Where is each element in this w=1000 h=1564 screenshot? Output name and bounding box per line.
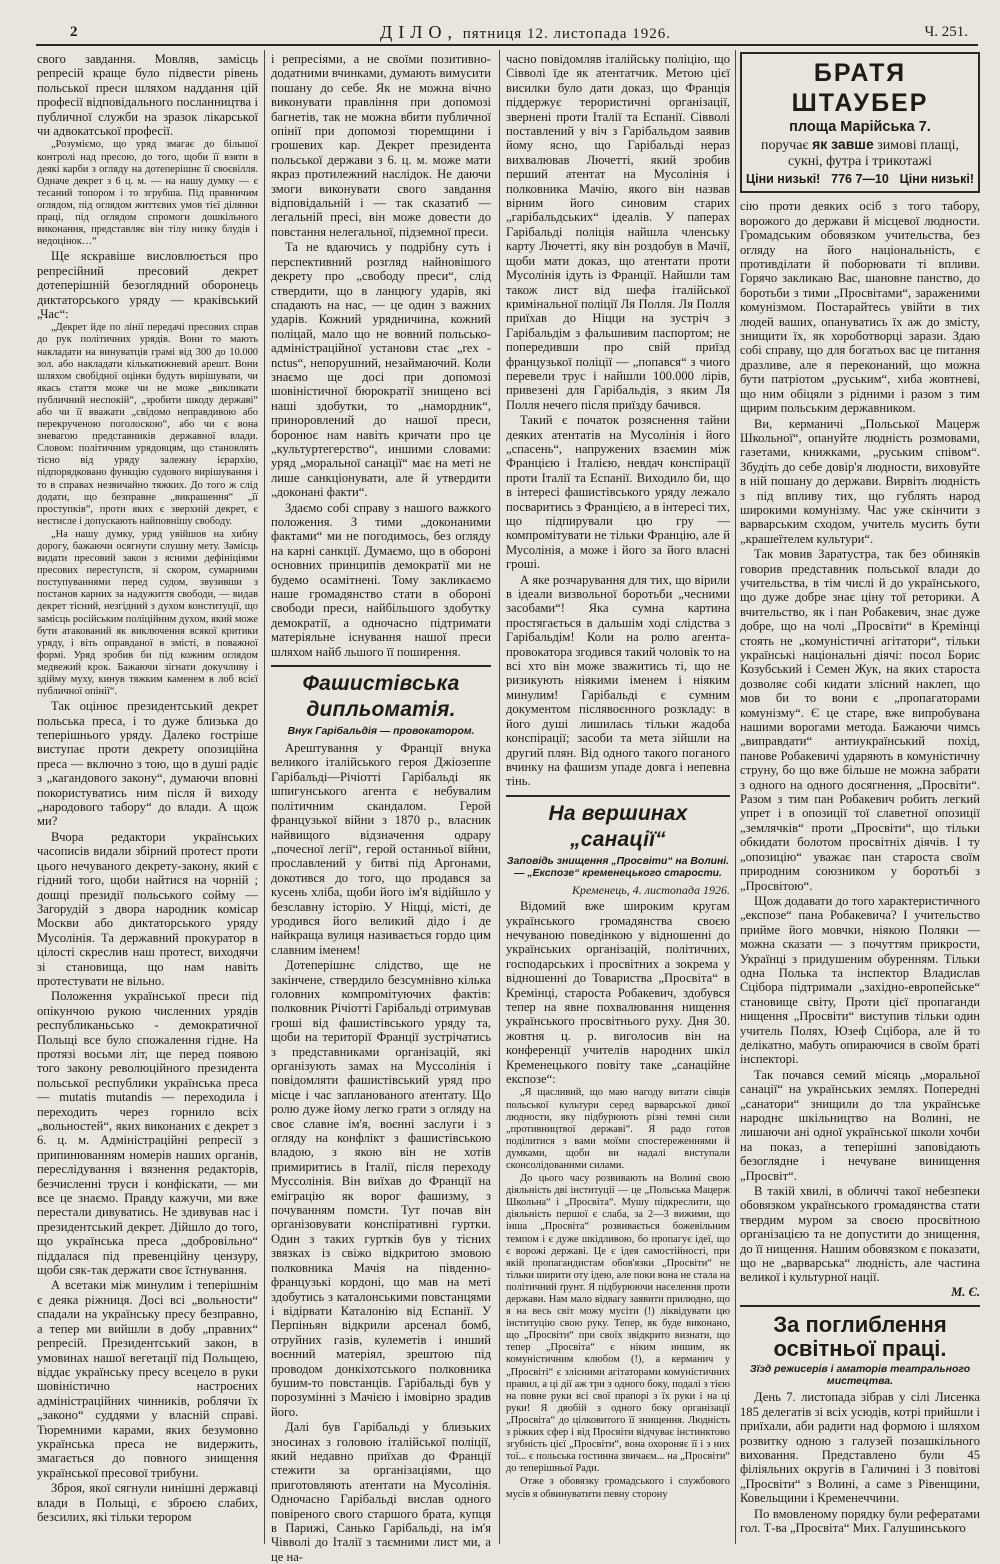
author-signature: М. Є.	[951, 1284, 980, 1299]
ad-address: площа Марійська 7.	[789, 119, 931, 135]
paragraph: В такій хвилі, в обличчі такої небезпеки обовязком українського громадянства стати твердим муром за своєю просвітною організацією та не допустити до знищення, до її нищення. Нашим обовязком є показати, що не „варварська“ людність, але частина великої і культурної нації.	[740, 1184, 980, 1285]
article-separator	[271, 665, 491, 667]
quote-paragraph: „Розуміємо, що уряд змагає до більшої контролі над пресою, до того, щоби її взяти в деякі карби з огляду на дотеперішнє її своєвілля. Одначе декрет з 6 ц. м. — на нашу думку — є тесаний топором і то згрубша. Під правничим оглядом, під оглядом життєвих умов тієї ділянки праці, під оглядом спромоги дошкільного виконання, представляє він тілу низку блудів і недоцінок…“	[37, 139, 258, 248]
paragraph: Ви, керманичі „Польської Мацерж Школьної“, опануйте людність розмовами, газетами, книжками, „руським співом“. Збудіть до себе довір'я людности, виховуйте в ній пошану до держави. Вирвіть людність з під впливу тих, що гублять народ широкими комунізму. Час уже скінчити з варварським сходом, учитель мусить бути „крашеїтелем культури“.	[740, 416, 980, 546]
column-divider	[264, 50, 265, 1544]
article-subtitle: Заповідь знищення „Просвіти“ на Волині. — „Експозе“ кременецького старости.	[506, 855, 730, 879]
article-subtitle: Внук Гарібальдія — провокатором.	[287, 726, 475, 738]
column-divider	[735, 50, 736, 1544]
quote-paragraph: „Декрет йде по лінії передачі пресових справ до рук політичних урядів. Вони то мають накладати на винуватців грамі від 300 до 10.000 зол. або накладати кількатижневий арешт. Вони шляхом свобідної оцінки будуть вирішувати, чи якась стаття може чи не може „викликати публичний неспокій“, „зробити шкоду державі“ або чи її вважати „свідомо неправдивою або перекрученою поголоскою“, або чи є вона зневагою представників державної влади. Словом: політичним урядовцям, що становлять тісно від уряду залежну ієрархію, підпорядковано функцію судового вирішування і то в справах незвичайно тяжких. До того ж слід додати, що безправне „викрашення“ „її проступків“, проти яких є зверхній декрет, є нестисле і допускають найповнішу свободу.	[37, 322, 258, 527]
paragraph: Так почався семий місяць „моральної санації“ на українських землях. Попередні „санатори“ знищили до тла українське народнє шкільництво на Волині, не лишаючи ані одної української школи хочби на показ, а теперішні заповідають безоглядне і нечуване винищення „Просвіт“.	[740, 1067, 980, 1183]
paragraph: часно повідомляв італійську поліцію, що Сівволі їде як атентатчик. Метою цієї висилки було дати доказ, що Франція піддержує терористичні організації, звернені проти Італії та Еспанії. Сівволі поставлений у віч з Гарібальдом заявив йому ясно, що Гарібальді нераз вихвалював Лючетті, який зробив перший атентат на Мусолінія і полковника Мачію, якого він назвав вірним його синовим старих „гарібальдських“ ідеалів. У паперах Гарібальді поліція найшла членську карту Лючетті, яку він роздобув в Мачії, щоби мати доказ, що атентати проти Мусолінія ідуть із Франції. Найшли там також лист від шефа італійської кримінальної поліції Ля Полля. Ля Полля приїхав до Ніцци на зустріч з Гарібальдім з фальшивим паспортом; не попередивши про свій приїзд французької поліції — „попався“ з чиого перевели трус і найшли 100.000 лірів, привезені для Гарібальдія, з яким Ля Полля нечего після приїзду бачився.	[506, 52, 730, 412]
masthead	[20, 22, 978, 44]
paragraph: По вмовленому порядку були рефератами гол. Т-ва „Просвіта“ Мих. Галушинського	[740, 1506, 980, 1535]
paragraph: День 7. листопада зібрав у сілі Лисенка 185 делегатів зі всіх усюдів, котрі прийшли і приїхали, аби радити над формою і шляхом розвитку одною з галузей позашкільного виховання. Представлено були 45 філіяльних округів в Галичині і 3 повітові „Просвіти“ з Волині, а саме з Рівенщини, Ковельщини і Кременеччини.	[740, 1390, 980, 1506]
article-subtitle: Зїзд режисерів і аматорів театрального мистецтва.	[749, 1363, 971, 1388]
paragraph: Далі був Гарібальді у близьких зносинах з головою італійської поліції, який недавно приїхав до Франції стежити за організаціями, що приготовляють атентати на Мусолінія. Одночасно Гарібальді вислав одного повіреного свого старшого брата, купця в Парижі, Санько Гарібальді, на ім'я Чівволі до Італії з таємними лист ми, а це на-	[271, 1420, 491, 1564]
paragraph: і репресіями, а не своїми позитивно-додатними вчинками, думають вимусити пошану до себе. Як не можна вічно виконувати правління при допомозі багнетів, так не можна вбити публичної опінії при допомозі тюремщини і грошевих кар. Декрет президента польської держави з 6. ц. м. може мати якраз протилежний наслідок. Не даючи змоги виконувати свого завдання відповідальній і — так сказатиб — легальній пресі, він може довести до повстання нелегальної, підземної преси.	[271, 52, 491, 239]
paragraph: Та не вдаючись у подрібну суть і перспективний розгляд найновішого декрету про „свободу преси“, слід ствердити, що в ланцюгу ударів, які спадають на нас, — це один з важних ударів. Кожний урядничина, кожний поліцай, мало що не вовний польсько-адміністраційної установи стає „rex - nctus“, непорушний, незаймаючий. Коли знаємо ще досі при допомозі шовіністичної бюрократії знищено всі наші здобутки, то „намордник“, приноровлений до нашої преси, боронює нам навіть кричати про це „культуртегерство“, иншими словами: уряд „моральної санації“ має на меті не лише санкціонувати, але й утвердити „доконані факти“.	[271, 240, 491, 500]
article-title: Фашистівська дипльоматія.	[302, 672, 460, 722]
paragraph: Щож додавати до того характеристичного „експозе“ пана Робакевича? І учительство прийме його мовчки, ніякою Поляки — можна сказати — з почуттям прикрости, Українці з придушеним обуренням. Тільки одна Полька та інспектор Владислав Сцібора підтримали „західно-европейське“ становище світу, Проти цієї пропаганди нищення „Просвіти“ виступив тільки один учитель Полях, Юзеф Сцібора, але й то делікатно, мабуть опираючися в своїм браті інспекторі.	[740, 893, 980, 1067]
article-separator	[506, 795, 730, 797]
article-title: На вершинах „санації“	[548, 801, 688, 851]
ad-price-note: Ціни низькі!	[746, 172, 821, 186]
column-4	[740, 52, 980, 1542]
masthead-center	[380, 22, 671, 43]
paragraph: Арештування у Франції внука великого італійського героя Джіозеппе Гарібальді—Річіотті Гарібальді як шпигунського агента є небувалим політичним скандалом. Герой французької війни з 1870 р., власник найвищого відзначення одрару „почесної легії“, герой останньої війни, прославлений у битві під Аргонами, докотився до того, що продався за кусень хліба, щоби його ім'я відійшло у безславну історію. У Ніцці, місті, де уродився його великий дідо і де найкраща вулиця називається гордо цим славним іменем!	[271, 741, 491, 957]
article-separator	[740, 1305, 980, 1307]
quote-paragraph: Отже з обовязку громадського і службового мусів я обвинуватити певну сторону	[506, 1476, 730, 1500]
column-2	[271, 52, 491, 1564]
paragraph: Такий є початок розяснення тайни деяких атентатів на Мусолінія і його „спасень“, напружених взаємин між Францією і Італією, невдач конспірації проти Італії та Еспанії. Виходило би, що в інтересі фашистівського уряду лежало посваритись з Францією, а в інтересі тих, що підпирували цю гру — компромітувати не тільки Францію, але й Мусолінія, а може і його за його власні гроші.	[506, 413, 730, 572]
paragraph: Здаємо собі справу з нашого важкого положення. З тими „доконаними фактами“ ми не погодимось, без огляду на карні санкції. Думаємо, що в обороні основних принципів демократії ми не будемо осамітнені. Тому закликаємо наше громадянство стати в обороні свободи преси, найбільшого здобутку демократії, а одночасно підтримати матеріяльне існування нашої преси шляхом найб льшого її поширення.	[271, 500, 491, 659]
newspaper-title: ДІЛО,	[380, 22, 458, 42]
quote-paragraph: „На нашу думку, уряд увійшов на хибну дорогу, бажаючи осягнути слушну мету. Замісць видати пресовий закон з ясними дефініціями пресових переступств, зі скором, сумарними поступуваннями перед судом, звузивши з постанов карних за надужиття свободи, — видав декрет тісний, незгідний з духом конституції, що замісць російським поліційним духом, який може бути атакований як виключення всякої критики уряду, і віть оправданої в змісті, в поважної формі. Уряд зробив би під кожним оглядом медвежий крок. Бажаючи зігнати докучливу і здійму муху, кинув тяжким каменем в лоб всієї публичної опінії“.	[37, 528, 258, 698]
paragraph: сію проти деяких осіб з того табору, ворожого до держави й місцевої людности. Громадським обовязком учительства, без огляду на його національність, є противділати й поборювати ті впливи. Горячо закликаю Вас, шановне панство, до боротьби з тими „Просвітами“, зараженими комунізмом. Постарайтесь увійти в тих людей ваших, опануватись їх аж до змісту, знищити їх, як хороботворці зарази. Здаю собі справу, що для богатьох вас це питання дразливе, але я переконаний, що можна бути патріотом „руським“, хиба жовтневі, що ним обіцяли з рідними і разом з тим щирим польським державником.	[740, 199, 980, 416]
advertisement-box	[740, 52, 980, 193]
header-rule	[36, 44, 978, 46]
ad-offer-bold: як завше	[812, 136, 874, 152]
paragraph: А всетаки між минулим і теперішнім є деяка ріжниця. Досі всі „вольности“ спадали на українську пресу безправно, а тепер ми вийшли в добу „правних“ репресій. Президентський закон, в умовинах нашої вегетації під Польщею, віддає українську пресу всецело в руки шовіністично настроєних адміністраційних чинників, роблячи їх „законо“ суддями у власній справі. Тюремними карами, яких безумовно українська преса не видержить, змагається до повного знищення української пресової трибуни.	[37, 1278, 258, 1480]
issue-number: Ч. 251.	[924, 24, 968, 40]
paragraph: Так оцінює президентський декрет польська преса, і то дуже близька до теперішнього уряду. Далеко гостріше виступає проти декрету опозиційна преса — включно з тою, що в душі радіє з „кагандового закону“, думаючи вповні покористуватись ним після й виходу „народового табору“ до влади. А щож ми?	[37, 699, 258, 829]
quote-paragraph: До цього часу розвивають на Волині свою діяльність дві інституції — це „Польська Мацерж Школьна“ і „Просвіта“. Мушу підкреслити, що діяльність першої є слаба, за 2—3 вижими, що інша „Просвіта“ розвивається божевільним темпом і є дуже шкідливою, бо пропагує ідеї, що є ворожі державі. Це є ідея самостійності, при якій пропагандистам обов'язки „Просвіти“ не тільки ширити оту ідею, але поки вона не стала на політичний ґрунт. Я підбурюючи населення проти держави. Нам мало відвагу заявити прилюдно, що я на весь світ можу мусіти (!) ліквідувати цю інституцію свою руку. Тепер, як буде виконано, що „Просвіти“ при своїх звідкрито визнати, що тепер „Просвіта“ є ніким иншим, як комуністичним клюбом (!), а керманич у „Просвіті“ є злісними агітаторами комуністичних правил, а ці дії аж три з одного боку, подалі з тією на повне руки всі свої прапорі з їх руки і на ці руки! Я двобій з одного боку організації „Просвіта“ до цілковитого її знищення. Людність з ріжких сфер і від Просвіти відчуває інстинктово згубність цієї „Просвіти“, вона охороняє її і з них тої... є польська гостинна звичаєм... на „Просвіти“ до теперішньої Ради.	[506, 1173, 730, 1475]
ad-prices	[746, 172, 974, 186]
paragraph: Вчора редактори українських часописів видали збірний протест проти цього нечуваного декрету-закону, який є гідний того, щоби найтися на чорній ; дошці президії польського сойму — Загорудій з двора народник комісар Москви або диктаторського уряду Мусолінія. Та державний прокуратор в цілості скреслив наш протест, виходячи зі становища, що нам навіть протестувати не вільно.	[37, 829, 258, 988]
paragraph: Зброя, якої сягнули нинішні державці влади в Польщі, є зброєю слабих, безсилих, які тільки терором	[37, 1481, 258, 1524]
issue-date: пятниця 12. листопада 1926.	[462, 26, 671, 42]
ad-offer	[746, 136, 974, 170]
article-title: За поглиблення освітньої праці.	[773, 1312, 947, 1362]
quote-paragraph: „Я щасливий, що маю нагоду витати сівців польської культури серед варварської дикої людности, яку підбурюють різні темні сили „противництвої державі“. Я радо готов поділитися з вами моїми спостереженнями й думками, щоби ви надалі виступали сконсолідованими силами.	[506, 1087, 730, 1171]
ad-price-note: Ціни низькі!	[899, 172, 974, 186]
ad-phone: 776 7—10	[831, 172, 889, 186]
paragraph: Ще яскравіше висловлюється про репресійний пресовий декрет дотеперішній безоглядний оборонець диктаторського уряду — краківський „Час“:	[37, 249, 258, 321]
ad-offer-items: зимові плащі, сукні, футра і трикотажі	[787, 138, 959, 169]
paragraph: Відомий вже широким кругам українського громадянства своєю нечуваною поведінкою у відношенні до українських організацій, політичних, господарських і просвітних а зокрема у відношенні до Товариства „Просвіта“ в Кремінці, староста Робакевич, здобувся тепер на явне похвалювання нищення українського просвітнього руху. Дня 30. жовтня ц. р. виголосив він на конференції учителів народних шкіл Кременецького повіту таке „санаційне експозе“:	[506, 899, 730, 1086]
ad-offer-prefix: поручає	[760, 138, 809, 153]
column-1	[37, 52, 258, 1542]
paragraph: Дотеперішнє слідство, ще не закінчене, ствердило безсумнівно кілька головних компромітуючих фактів: полковник Річіотті Гарібальді отримував гроші від фашистівського уряду та, щоби на території Франції зустрічатись з представниками організацій, які організують замах на Муссолінія і повідомляти фашистівський уряд про місце і час запланованого атентату. Що ролю дуже йому легко грати з огляду на своє славне ім'я, воєнні заслуги і з огляду на конфлікт з фашистівською владою, з якою він не хотів примиритись в Італії, після переходу Муссолінія. Він виїхав до Франції на еміграцію як ворог фашизму, з почуванням помсти. Тут почав він організовувати конспіративні гуртки. Один з таких гуртків був у тісних звязках із свіжо відкритою змовою полковника Мачія на південно-французькі кордоні, що мав на меті здобутись з каталонськими повстанцями і відірвати Каталонію від Еспанії. У Перпіньян відкрили арсенал бомб, отруйних газів, кулеметів і инший воєнний матеріял, зрештою під проводом донкіхотського полковника бушим-то повстанців. Гарібальді був у порозумінні з Мачією і імовірно зрадив його.	[271, 958, 491, 1419]
column-3	[506, 52, 730, 1542]
paragraph: Положення української преси під опікунчою рукою численних урядів республиканьсько - демократичної Польщі все було спожалення гідне. На протязі восьми літ, ще перед появою того закону революційного президента польської республики українська преса — mutatis mutandis — переходила і переходить через горнило всіх „вольностей“, яких виконаних є декрет з 6. ц. м. Адміністраційні репресії з припинюванням номерів наших органів, переслідування і вязнення редакторів, безчисленні труси і конфіскати, — ми все це знаємо. Правду кажучи, ми вже перестали дивуватись. Не здивував нас і президентський декрет. Дійшло до того, що українська преса „добровільно“ піддалася під превенційну цензуру, щоби сяк-так держати своє їстнування.	[37, 989, 258, 1278]
page-number: 2	[70, 24, 78, 40]
article-dateline: Кременець, 4. листопада 1926.	[571, 882, 730, 897]
column-divider	[499, 50, 500, 1544]
paragraph: А яке розчарування для тих, що вірили в ідеали визвольної боротьби „чесними засобами“! Яка сумна картина простягається в дальшім ході слідства з Гарібальдім! Коли на ролю агента-провокатора згодився такий чоловік то на всі хто він може зважитись ті, що не ризикують ніякими іменем і ніяким минулим! Гарібальді є сумним документом післявоєнного розкладу: в його душі лишилась тільки жадоба конспірації; засоби та мета зійшли на другий плян. Від одного такого поганого вчинку на фашизм упаде довга і непевна тінь.	[506, 572, 730, 789]
paragraph: Так мовив Заратустра, так без обиняків говорив представник польської влади до учительства, в тім числі й до українського, що дуже добре знає ціну тої реторики. А вчительство, як і пан Робакевич, знає дуже добре, що на чолі „Просвіти“ в Кремінці стоять не „комуністичні агітатори“, тільки українські національні діячі: посол Борис Козубський і Семен Жук, на яких староста дозволяє собі кидати злісний наклеп, що мов би то вони є „пропагаторами комунізму“. Є це старе, вже випробувана нашими ворогами метода. Бажаючи чимсь „виправдати“ антиукраїнський похід, панове Робакевичі ударяють в комуністичну струну, бо що вже більше не можна забрати з одного на одного досягнення, „Просвіти“. Разом з тим пан Робакевич робить легкий упрет і в опозиції тої славетної опозиції „землячків“ проти „Просвіти“, що тільки обкидати болотом просвітніх діячів. І ту „опозицію“ уважає пан староста своїм природним союзником у боротьбі з „Просвітою“.	[740, 547, 980, 893]
ad-brand: БРАТЯ ШТАУБЕР	[791, 59, 929, 117]
paragraph: свого завдання. Мовляв, замісць репресій краще було підвести рівень польської преси шляхом наддання цій професії відповідального посланництва і публичної служби на зразок лікарської чи адвокатської професії.	[37, 52, 258, 139]
